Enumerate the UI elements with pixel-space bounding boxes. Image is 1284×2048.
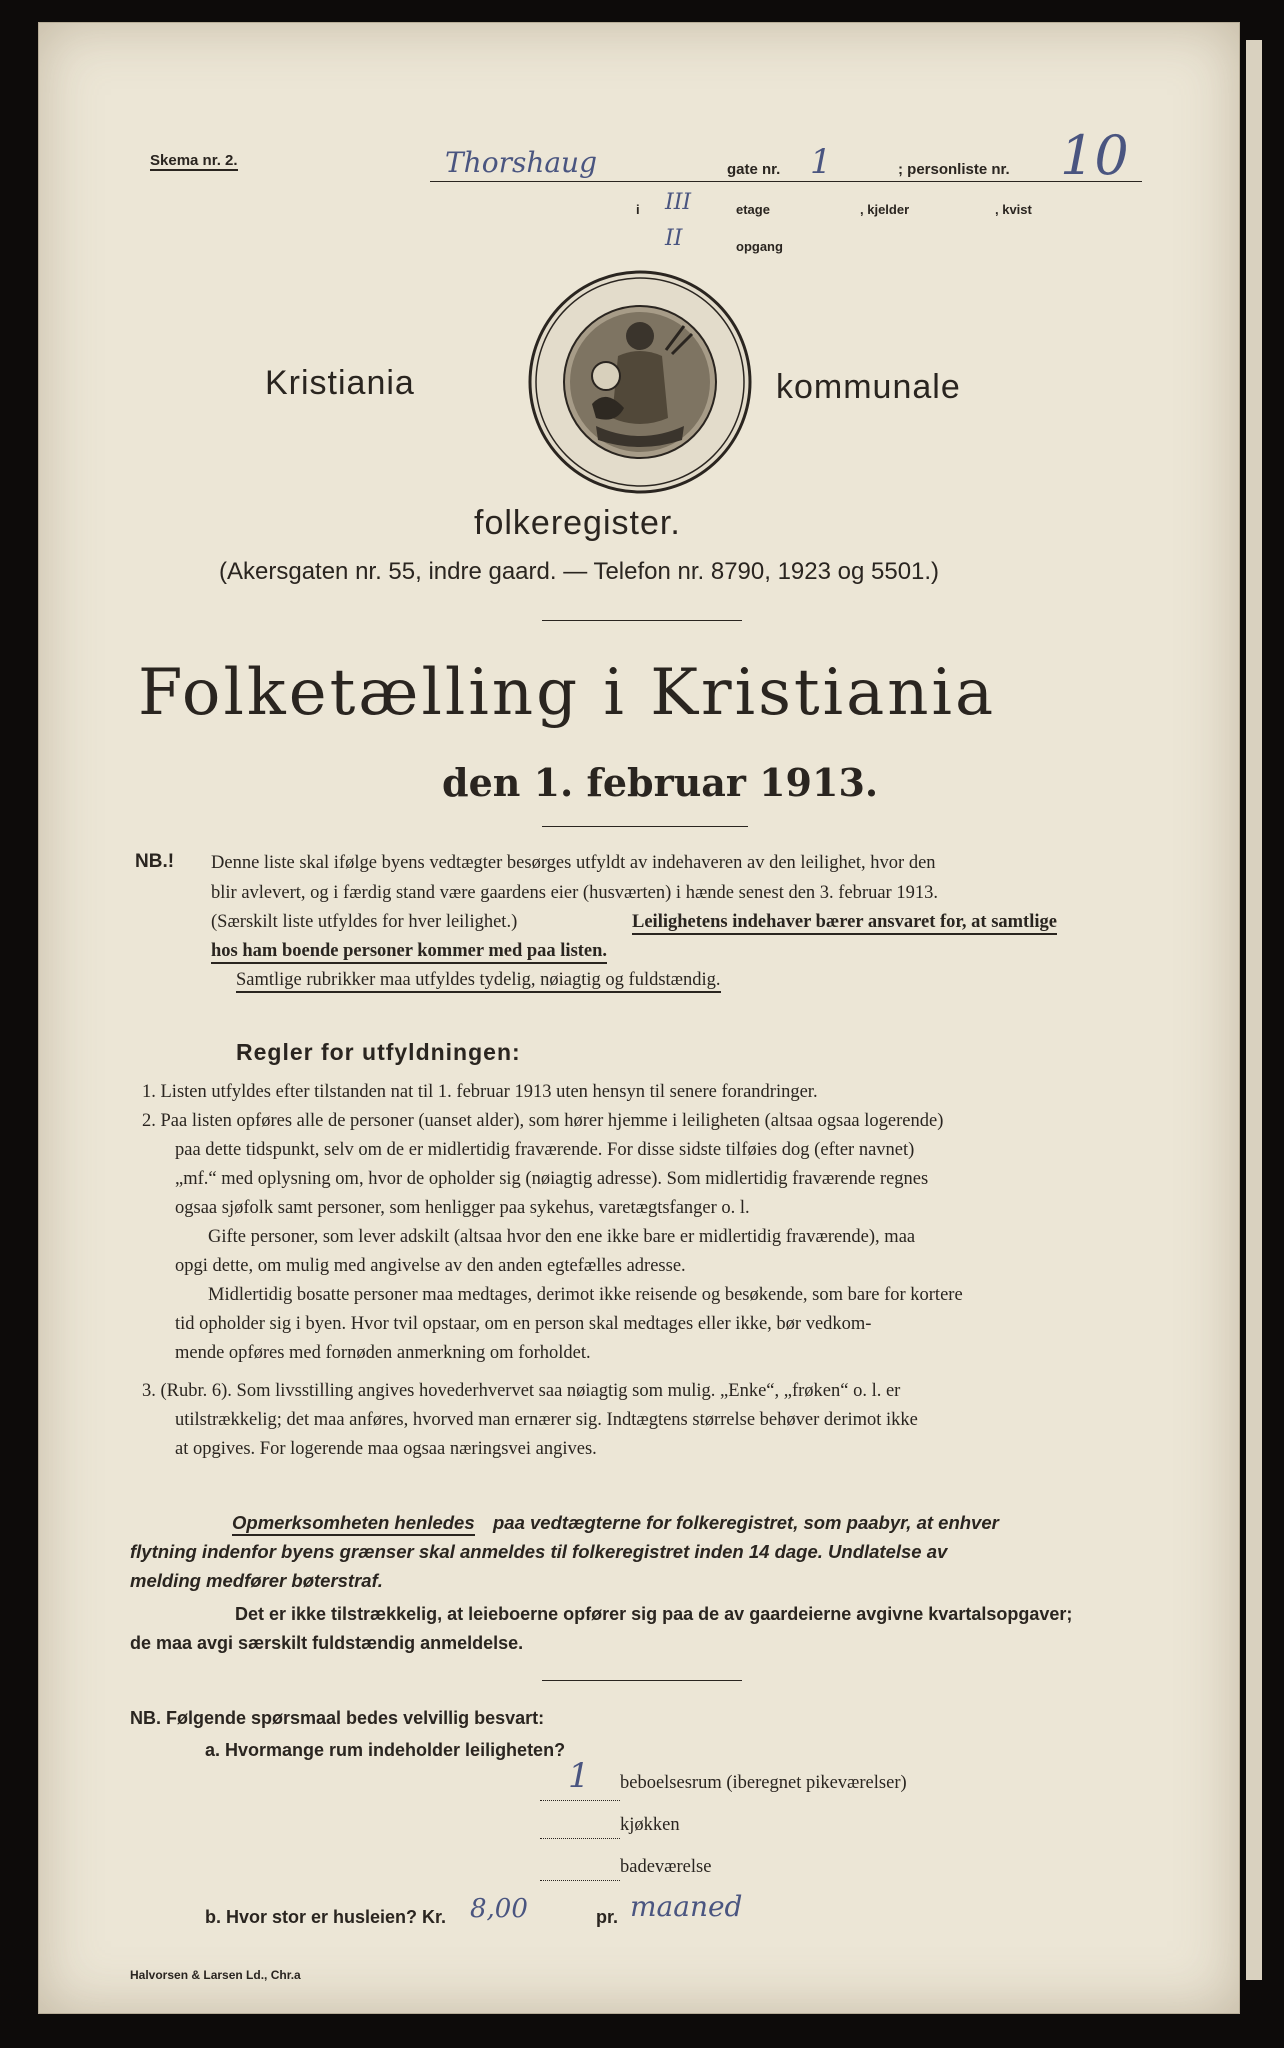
rules-line: 1. Listen utfyldes efter tilstanden nat til 1. februar 1913 uten hensyn til senere forandringer.	[142, 1082, 818, 1102]
gate-label: gate nr.	[727, 161, 781, 178]
notice-line: flytning indenfor byens grænser skal anmeldes til folkeregistret inden 14 dage. Undlatelse av	[130, 1541, 948, 1562]
notice-line: melding medfører bøterstraf.	[130, 1570, 383, 1591]
rules-line: Gifte personer, som lever adskilt (altsaa hvor den ene ikke bare er midlertidig fraværende), maa	[208, 1227, 916, 1247]
org-name-left: Kristiania	[265, 364, 415, 402]
floor-prefix: i	[636, 202, 640, 217]
kristiania-seal	[526, 268, 754, 496]
rules-line: paa dette tidspunkt, selv om de er midlertidig fraværende. For disse sidste tilføies dog (efter navnet)	[175, 1140, 915, 1160]
rules-line: „mf.“ med oplysning om, hvor de opholder sig (nøiagtig adresse). Som midlertidig fraværende regnes	[175, 1169, 929, 1189]
kitchen-label: kjøkken	[620, 1815, 680, 1835]
gate-number: 1	[810, 142, 832, 182]
rules-line: mende opføres med fornøden anmerkning om forholdet.	[175, 1343, 591, 1363]
rules-line: tid opholder sig i byen. Hvor tvil opstaar, om en person skal medtages eller ikke, bør vedkom-	[175, 1314, 872, 1334]
notice-lead: Opmerksomheten henledes	[232, 1512, 475, 1536]
personliste-number: 10	[1060, 124, 1129, 187]
street-name: Thorshaug	[445, 146, 598, 179]
rules-heading: Regler for utfyldningen:	[236, 1039, 521, 1065]
answer-dotline	[540, 1880, 620, 1882]
opgang-label: opgang	[736, 239, 783, 254]
notice-line: Det er ikke tilstrækkelig, at leieboerne opfører sig paa de av gaardeierne avgivne kvartalsopgaver;	[235, 1604, 1073, 1624]
notice-line: paa vedtægterne for folkeregistret, som paabyr, at enhver	[493, 1512, 999, 1533]
question-a: a. Hvormange rum indeholder leiligheten?	[205, 1740, 566, 1760]
bath-label: badeværelse	[620, 1857, 712, 1877]
schema-number: Skema nr. 2.	[150, 152, 238, 169]
rules-line: opgi dette, om mulig med angivelse av den anden egtefælles adresse.	[175, 1256, 686, 1276]
rooms-label: beboelsesrum (iberegnet pikeværelser)	[620, 1773, 907, 1793]
nb-line: (Særskilt liste utfyldes for hver leilighet.)	[211, 912, 518, 932]
divider	[542, 620, 742, 621]
opgang-value: II	[665, 226, 683, 251]
kjelder-label: , kjelder	[860, 202, 910, 217]
divider	[542, 826, 748, 827]
rules-line: Midlertidig bosatte personer maa medtages, derimot ikke reisende og besøkende, som bare for kortere	[208, 1285, 963, 1305]
answer-dotline	[540, 1800, 620, 1802]
personliste-label: ; personliste nr.	[898, 161, 1010, 178]
questions-intro: NB. Følgende spørsmaal bedes velvillig besvart:	[130, 1708, 545, 1728]
page-subtitle: den 1. februar 1913.	[442, 760, 879, 805]
etage-label: etage	[736, 202, 770, 217]
nb-line-instruction: Samtlige rubrikker maa utfyldes tydelig, nøiagtig og fuldstændig.	[236, 970, 721, 993]
rules-line: 2. Paa listen opføres alle de personer (uanset alder), som hører hjemme i leiligheten (altsaa ogsaa logerende)	[142, 1111, 944, 1131]
org-address: (Akersgaten nr. 55, indre gaard. — Telefon nr. 8790, 1923 og 5501.)	[219, 558, 940, 585]
notice-line: de maa avgi særskilt fuldstændig anmeldelse.	[130, 1633, 524, 1653]
kvist-label: , kvist	[995, 202, 1032, 217]
nb-line: Denne liste skal ifølge byens vedtægter besørges utfyldt av indehaveren av den leilighet, hvor den	[211, 853, 936, 873]
rules-line: ogsaa sjøfolk samt personer, som henligger paa sykehus, varetægtsfanger o. l.	[175, 1198, 750, 1218]
org-name-right: kommunale	[776, 368, 961, 406]
floor-value: III	[665, 190, 692, 215]
rules-line: at opgives. For logerende maa ogsaa næringsvei angives.	[175, 1439, 597, 1459]
rules-line: 3. (Rubr. 6). Som livsstilling angives hovederhvervet saa nøiagtig som mulig. „Enke“, „frøken“ o. l. er	[142, 1381, 901, 1401]
nb-line: blir avlevert, og i færdig stand være gaardens eier (husværten) i hænde senest den 3. februar 1913.	[211, 883, 938, 903]
page-title: Folketælling i Kristiania	[138, 656, 997, 730]
nb-label: NB.!	[135, 851, 175, 872]
divider	[542, 1680, 742, 1681]
rooms-value: 1	[568, 1756, 590, 1796]
page-edge	[1246, 40, 1262, 1980]
rules-line: utilstrækkelig; det maa anføres, hvorved man ernærer sig. Indtægtens størrelse behøver derimot ikke	[175, 1410, 918, 1430]
rent-value: 8,00	[470, 1894, 528, 1924]
printer-imprint: Halvorsen & Larsen Ld., Chr.a	[130, 1968, 301, 1982]
per-label: pr.	[596, 1907, 619, 1927]
nb-line-emphasis: Leilighetens indehaver bærer ansvaret for, at samtlige	[632, 912, 1057, 935]
nb-line-emphasis: hos ham boende personer kommer med paa listen.	[211, 941, 607, 964]
per-value: maaned	[630, 1890, 743, 1923]
answer-dotline	[540, 1838, 620, 1840]
question-b: b. Hvor stor er husleien? Kr.	[205, 1907, 447, 1927]
header-line	[430, 181, 1142, 182]
org-folkeregister: folkeregister.	[474, 504, 681, 542]
